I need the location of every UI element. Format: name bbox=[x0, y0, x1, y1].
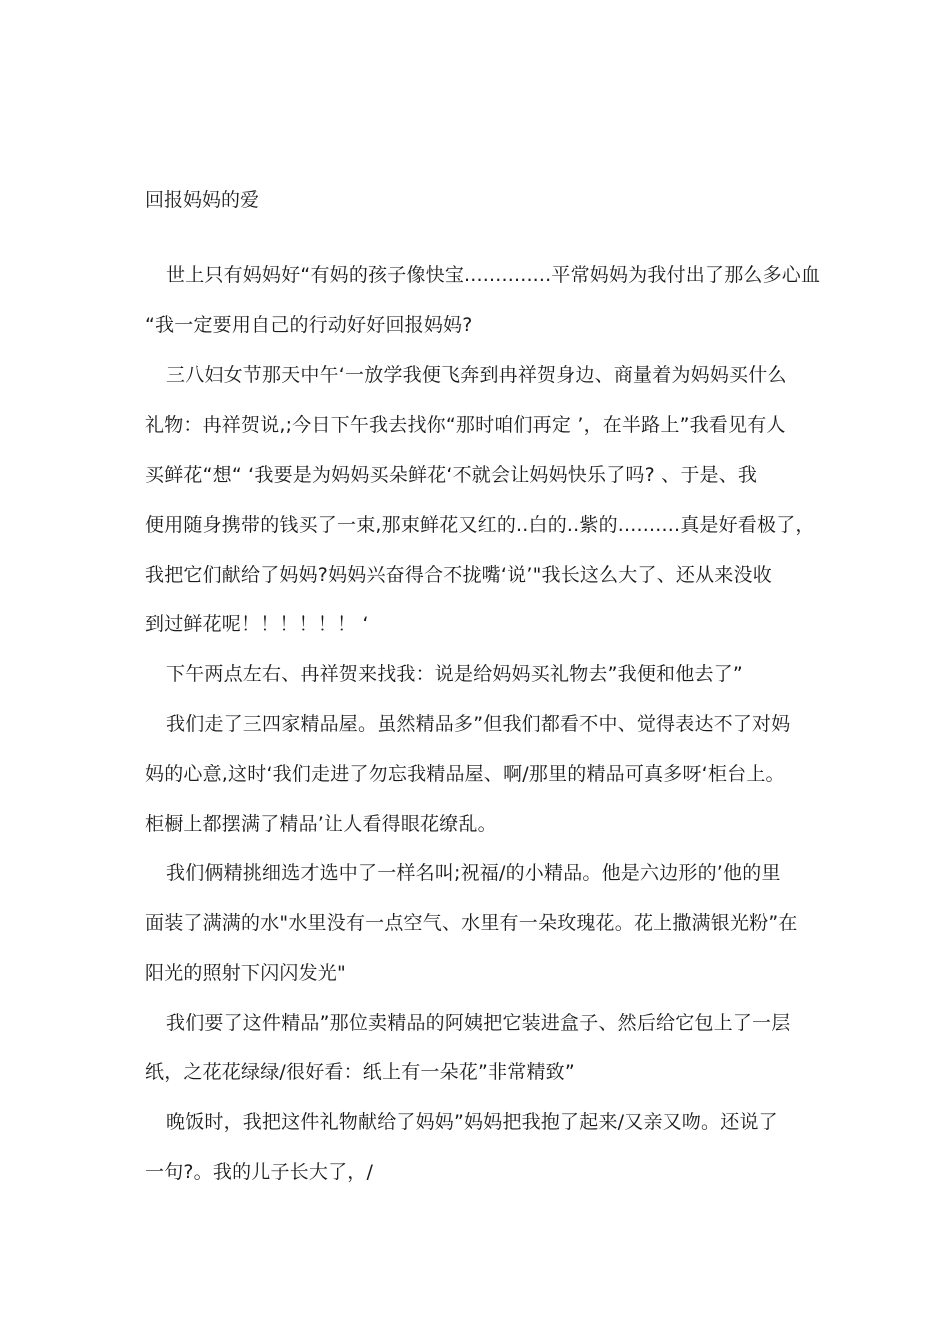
text-line: “我一定要用自己的行动好好回报妈妈? bbox=[145, 314, 473, 336]
text-line: 我把它们献给了妈妈?妈妈兴奋得合不拢嘴‘说’"我长这么大了、还从来没收 bbox=[145, 564, 772, 586]
text-line: 一句?。我的儿子长大了，/ bbox=[145, 1161, 374, 1183]
text-line: 到过鲜花呢！！！！！！ ‘ bbox=[145, 613, 369, 635]
text-line: 我们走了三四家精品屋。虽然精品多”但我们都看不中、觉得表达不了对妈 bbox=[166, 713, 791, 735]
text-line: 世上只有妈妈好“有妈的孩子像快宝..............平常妈妈为我付出了那么多心血 bbox=[166, 264, 821, 286]
text-line: 柜橱上都摆满了精品’让人看得眼花缭乱。 bbox=[145, 813, 497, 835]
text-line: 便用随身携带的钱买了一束,那束鲜花又红的..白的..紫的..........真是好看极了， bbox=[145, 514, 815, 536]
document-title: 回报妈妈的爱 bbox=[145, 189, 260, 211]
text-line: 面装了满满的水"水里没有一点空气、水里有一朵玫瑰花。花上撒满银光粉”在 bbox=[145, 912, 798, 934]
text-line: 晚饭时，我把这件礼物献给了妈妈”妈妈把我抱了起来/又亲又吻。还说了 bbox=[166, 1111, 778, 1133]
text-line: 妈的心意,这时‘我们走进了勿忘我精品屋、啊/那里的精品可真多呀‘柜台上。 bbox=[145, 763, 785, 785]
text-line: 礼物：冉祥贺说,;今日下午我去找你“那时咱们再定 ’，在半路上”我看见有人 bbox=[145, 414, 786, 436]
text-line: 下午两点左右、冉祥贺来找我：说是给妈妈买礼物去”我便和他去了” bbox=[166, 663, 743, 685]
text-line: 我们要了这件精品”那位卖精品的阿姨把它装进盒子、然后给它包上了一层 bbox=[166, 1012, 791, 1034]
text-line: 买鲜花“想“ ‘我要是为妈妈买朵鲜花‘不就会让妈妈快乐了吗? 、于是、我 bbox=[145, 464, 758, 486]
text-line: 阳光的照射下闪闪发光" bbox=[145, 962, 346, 984]
text-line: 三八妇女节那天中午‘一放学我便飞奔到冉祥贺身边、商量着为妈妈买什么 bbox=[166, 364, 787, 386]
text-line: 我们俩精挑细选才选中了一样名叫;祝福/的小精品。他是六边形的’他的里 bbox=[166, 862, 781, 884]
text-line: 纸，之花花绿绿/很好看：纸上有一朵花”非常精致” bbox=[145, 1061, 575, 1083]
